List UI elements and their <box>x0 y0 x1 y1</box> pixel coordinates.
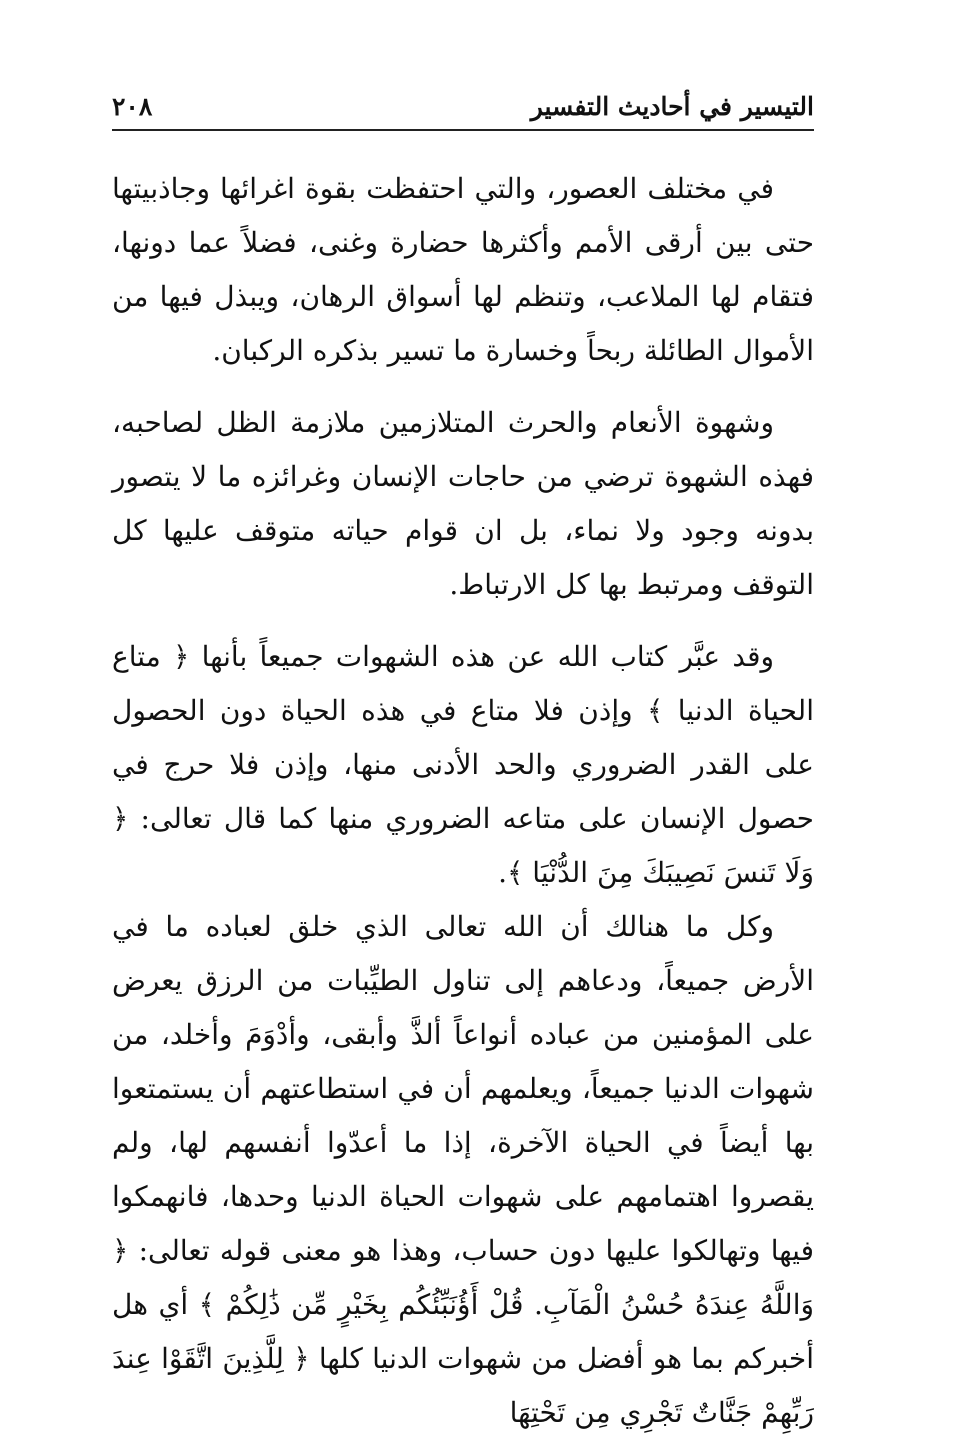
paragraph: في مختلف العصور، والتي احتفظت بقوة اغرائها وجاذبيتها حتى بين أرقى الأمم وأكثرها حضارة وغنى، فضلاً عما دونها، فتقام لها الملاعب، وتنظم لها أسواق الرهان، ويبذل فيها من الأموال الطائلة ربحاً وخسارة ما تسير بذكره الركبان. <box>112 172 814 367</box>
running-title: التيسير في أحاديث التفسير <box>530 92 814 121</box>
page-number: ٢٠٨ <box>112 92 153 121</box>
paragraph: وكل ما هنالك أن الله تعالى الذي خلق لعباده ما في الأرض جميعاً، ودعاهم إلى تناول الطيِّبات من الرزق يعرض على المؤمنين من عباده أنواعاً ألذَّ وأبقى، وأدْوَمَ وأخلد، من شهوات الدنيا جميعاً، ويعلمهم أن في استطاعتهم أن يستمتعوا بها أيضاً في الحياة الآخرة، إذا ما أعدّوا أنفسهم لها، ولم يقصروا اهتمامهم على شهوات الحياة الدنيا وحدها، فانهمكوا فيها وتهالكوا عليها دون حساب، وهذا هو معنى قوله تعالى: ﴿ وَاللَّهُ عِندَهُ حُسْنُ الْمَآبِ. قُلْ أَؤُنَبِّئُكُم بِخَيْرٍ مِّن ذَٰلِكُمْ ﴾ أي هل أخبركم بما هو أفضل من شهوات الدنيا كلها ﴿ لِلَّذِينَ اتَّقَوْا عِندَ رَبِّهِمْ جَنَّاتٌ تَجْرِي مِن تَحْتِهَا <box>112 910 815 1429</box>
header-divider <box>112 129 814 131</box>
paragraph: وشهوة الأنعام والحرث المتلازمين ملازمة الظل لصاحبه، فهذه الشهوة ترضي من حاجات الإنسان وغرائزه ما لا يتصور بدونه وجود ولا نماء، بل ان قوام حياته متوقف عليها كل التوقف ومرتبط بها كل الارتباط. <box>112 406 814 601</box>
running-header <box>112 88 814 128</box>
paragraph: وقد عبَّر كتاب الله عن هذه الشهوات جميعاً بأنها ﴿ متاع الحياة الدنيا ﴾ وإذن فلا متاع في هذه الحياة دون الحصول على القدر الضروري والحد الأدنى منها، وإذن فلا حرج في حصول الإنسان على متاعه الضروري منها كما قال تعالى: ﴿ وَلَا تَنسَ نَصِيبَكَ مِنَ الدُّنْيَا ﴾. <box>112 640 814 889</box>
page-body <box>112 162 814 1440</box>
